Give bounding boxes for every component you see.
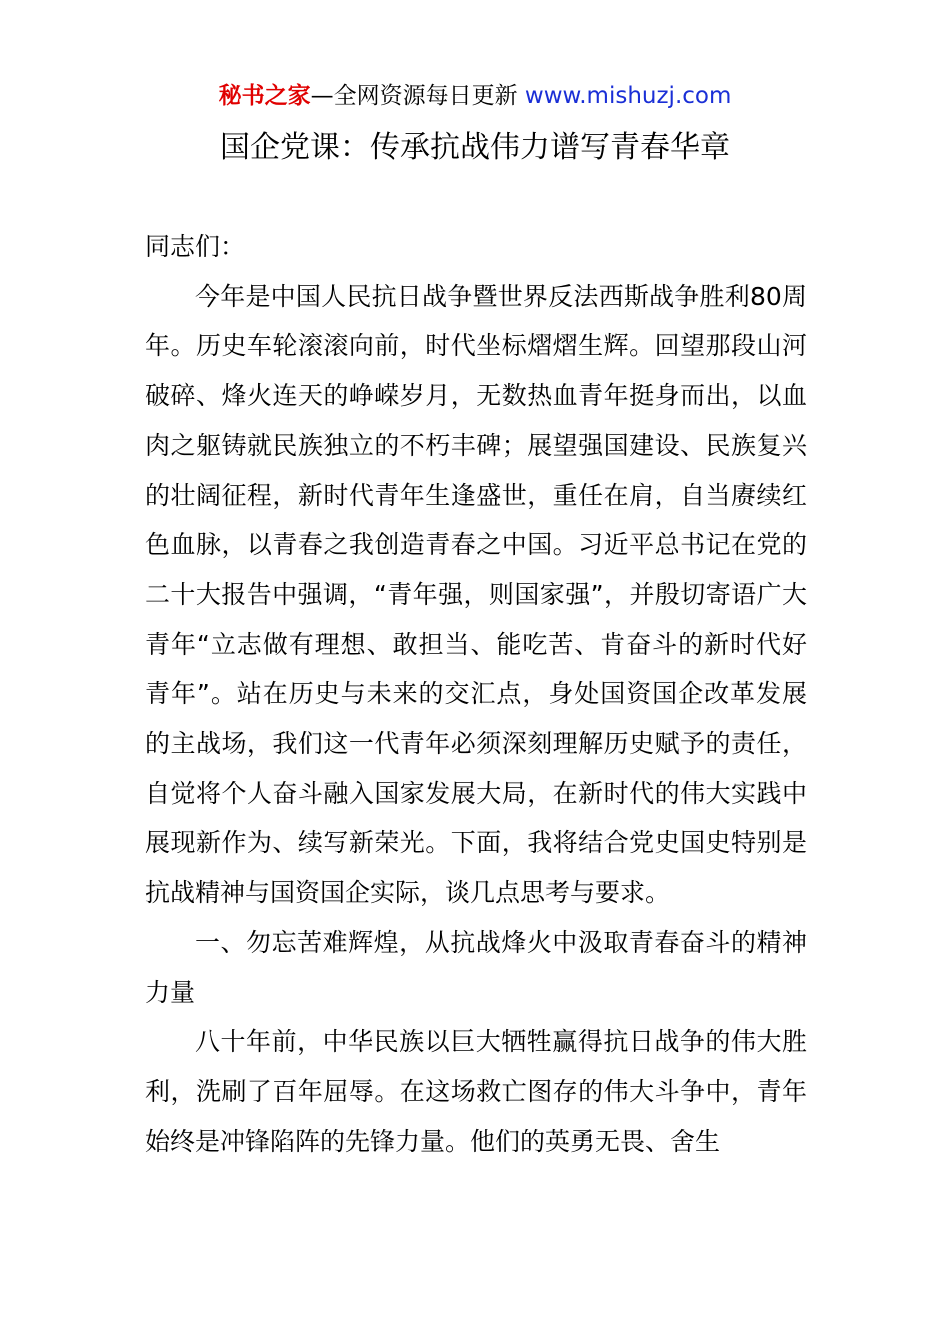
- site-header: [0, 80, 950, 112]
- document-body: [145, 222, 807, 1166]
- document-title: 国企党课：传承抗战伟力谱写青春华章: [220, 130, 730, 165]
- paragraph-intro: 今年是中国人民抗日战争暨世界反法西斯战争胜利80周年。历史车轮滚滚向前，时代坐标熠熠生辉。回望那段山河破碎、烽火连天的峥嵘岁月，无数热血青年挺身而出，以血肉之躯铸就民族独立的不朽丰碑；展望强国建设、民族复兴的壮阔征程，新时代青年生逢盛世，重任在肩，自当赓续红色血脉，以青春之我创造青春之中国。习近平总书记在党的二十大报告中强调，“青年强，则国家强”，并殷切寄语广大青年“立志做有理想、敢担当、能吃苦、肯奋斗的新时代好青年”。站在历史与未来的交汇点，身处国资国企改革发展的主战场，我们这一代青年必须深刻理解历史赋予的责任，自觉将个人奋斗融入国家发展大局，在新时代的伟大实践中展现新作为、续写新荣光。下面，我将结合党史国史特别是抗战精神与国资国企实际，谈几点思考与要求。: [145, 281, 807, 908]
- paragraph-section-1: 八十年前，中华民族以巨大牺牲赢得抗日战争的伟大胜利，洗刷了百年屈辱。在这场救亡图存的伟大斗争中，青年始终是冲锋陷阵的先锋力量。他们的英勇无畏、舍生: [145, 1027, 807, 1156]
- section-heading-1: 一、勿忘苦难辉煌，从抗战烽火中汲取青春奋斗的精神力量: [145, 927, 807, 1007]
- site-tagline: —全网资源每日更新: [310, 83, 525, 109]
- salutation: 同志们：: [145, 232, 246, 261]
- site-url-link[interactable]: www.mishuzj.com: [524, 83, 732, 109]
- site-brand: 秘书之家: [218, 83, 311, 109]
